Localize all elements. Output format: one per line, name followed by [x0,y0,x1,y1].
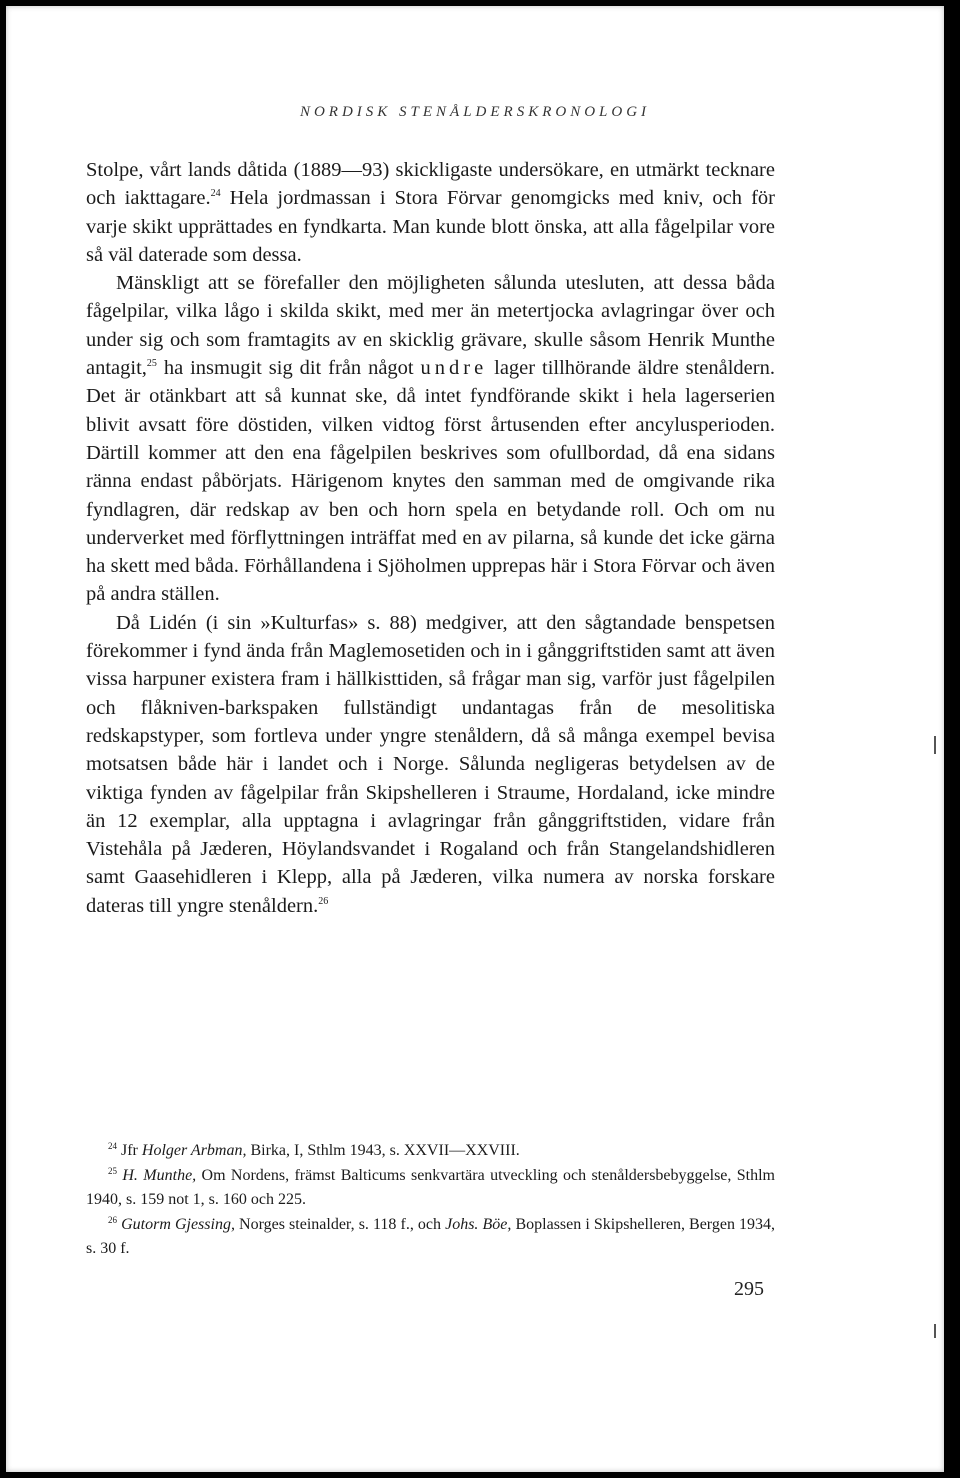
footnote-ref-24: 24 [210,188,221,200]
paragraph-2-text-c: lager tillhörande äldre stenåldern. Det är otänkbart att så kunnat ske, då intet fyndförande skikt i hela lagerserien blivit avsatt före döstiden, vilken vidtog först årtusenden efter ancylusperioden. Därtill kommer att den ena fågelpilen beskrives som ofullbordad, då ena sidans ränna endast påbörjats. Härigenom knytes den samman med de omgivande rika fyndlagren, där redskap av ben och horn spela en betydande roll. Och om nu underverket med förflyttningen inträffat med en av pilarna, så kunde det icke gärna ha skett med båda. Förhållandena i Sjöholmen upprepas här i Stora Förvar och även på andra ställen. [86,357,775,606]
footnote-text: Norges steinalder, s. 118 f., och [234,1215,446,1233]
scan-artifact-mark [934,736,936,754]
paragraph-3-text-a: Då Lidén (i sin »Kulturfas» s. 88) medgiver, att den sågtandade benspetsen förekommer i fynd ända från Maglemosetiden och in i gånggriftstiden samt att även vissa harpuner existera fram i hällkisttiden, så frågar man sig, varför just fågelpilen och flåkniven-barkspaken fullständigt undantagas från de mesolitiska redskapstyper, som fortleva under yngre stenåldern, då så många exempel bevisa motsatsen både här i landet och i Norge. Sålunda negligeras betydelsen av de viktiga fynden av fågelpilar från Skipshelleren i Straume, Hordaland, icke mindre än 12 exemplar, alla upptagna i avlagringar från gånggriftstiden, vidare från Vistehåla på Jæderen, Höylandsvandet i Rogaland och från Stangelandshidleren samt Gaasehidleren i Klepp, alla på Jæderen, vilka numera av norska forskare dateras till yngre stenåldern. [86,611,775,917]
footnote-author: Gutorm Gjessing, [121,1215,235,1233]
footnote-author-2: Johs. Böe, [445,1215,512,1233]
footnote-number: 25 [108,1165,117,1176]
running-head: NORDISK STENÅLDERSKRONOLOGI [299,104,651,120]
paragraph-2-text-b: ha insmugit sig dit från något [156,357,421,380]
paragraph-2 [86,269,775,609]
footnote-text: Om Nordens, främst Balticums senkvartära utveckling och stenåldersbebyggelse, Sthlm 1940, s. 159 not 1, s. 160 och 225. [86,1166,776,1208]
footnote-24 [86,1139,775,1164]
scan-artifact-mark [934,1324,936,1338]
footnote-25 [86,1164,775,1213]
footnote-number: 26 [108,1214,117,1225]
footnotes [86,1139,775,1262]
page-number: 295 [734,1278,764,1300]
paragraph-2-text-a: Mänskligt att se förefaller den möjligheten sålunda utesluten, att dessa båda fågelpilar, vilka lågo i skilda skikt, med mer än metertjocka avlagringar över och under sig och som framtagits av en skicklig grävare, skulle såsom Henrik Munthe antagit, [86,272,775,380]
spaced-emphasis: undre [420,357,488,380]
book-page [6,6,944,1472]
footnote-author: H. Munthe, [122,1166,197,1184]
footnote-author: Holger Arbman, [141,1142,247,1159]
footnote-26 [86,1213,775,1262]
footnote-pre: Jfr [117,1142,142,1159]
paragraph-1-text-b: Hela jordmassan i Stora Förvar genomgicks med kniv, och för varje skikt upprättades en fyndkarta. Man kunde blott önska, att alla fågelpilar vore så väl daterade som dessa. [86,187,775,266]
footnote-text-2: Boplassen i Skipshelleren, Bergen 1934, s. 30 f. [86,1215,776,1257]
footnote-number: 24 [108,1141,117,1151]
paragraph-3 [86,609,775,920]
paragraph-1-text-a: Stolpe, vårt lands dåtida (1889—93) skickligaste undersökare, en utmärkt tecknare och iakttagare. [86,159,775,210]
body-text [86,156,775,920]
paragraph-1 [86,156,775,269]
footnote-text: Birka, I, Sthlm 1943, s. XXVII—XXVIII. [246,1142,520,1159]
footnote-ref-25: 25 [146,358,157,370]
footnote-ref-26: 26 [318,895,329,907]
